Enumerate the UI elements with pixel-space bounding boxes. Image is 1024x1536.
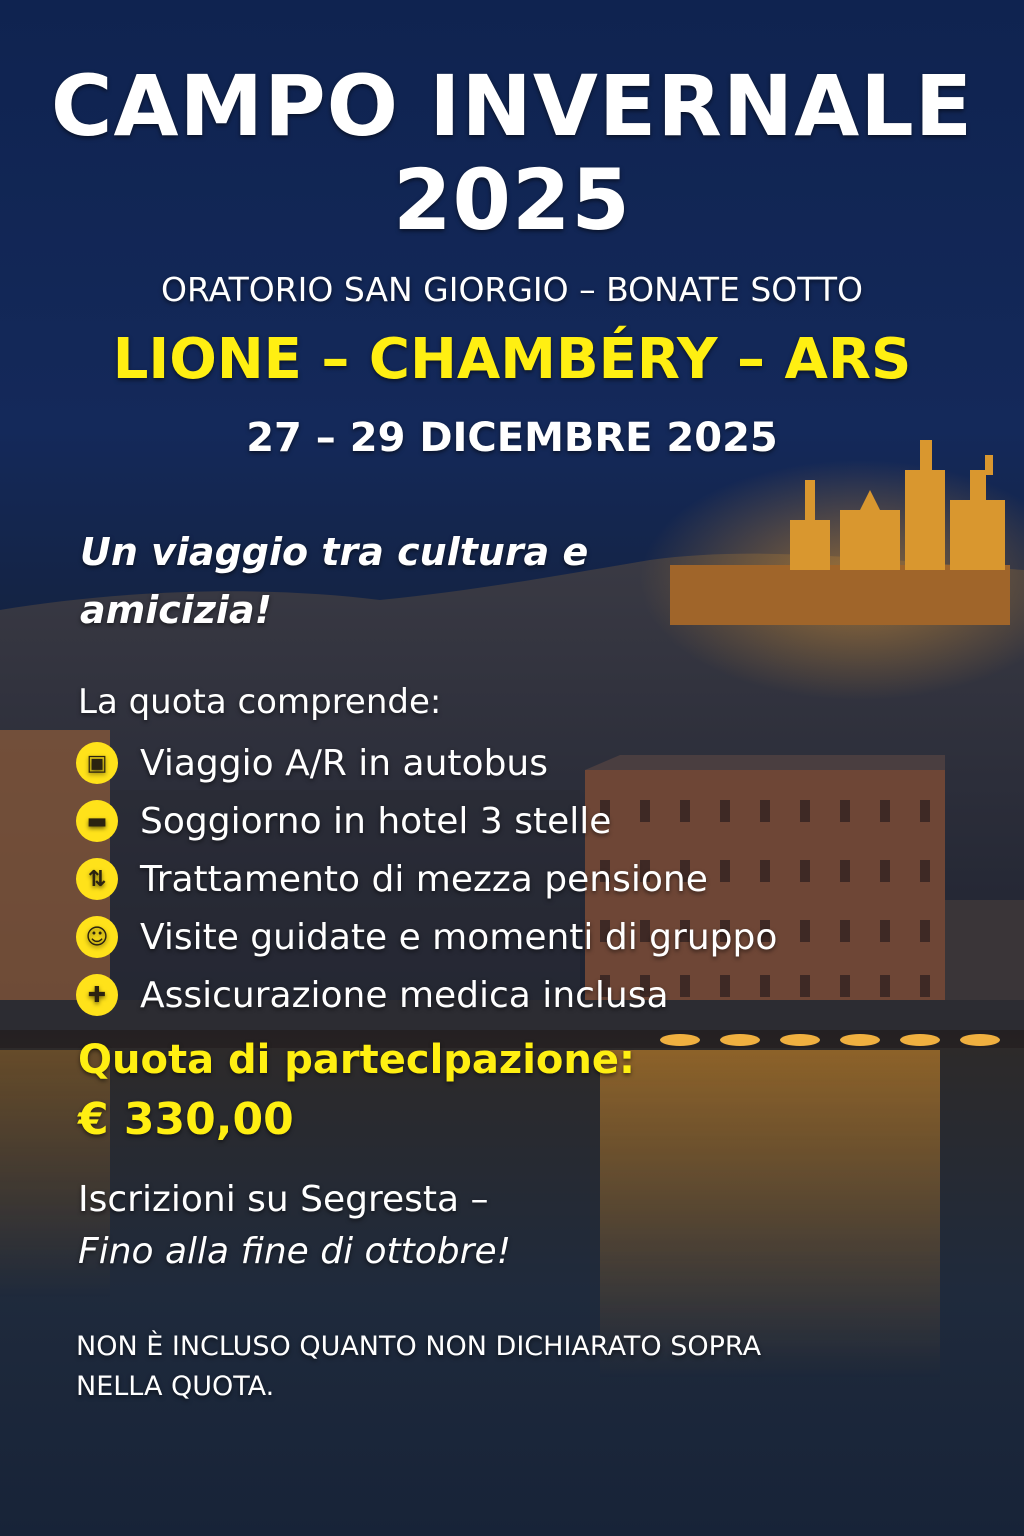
include-item-bus	[76, 734, 777, 792]
include-item-hotel	[76, 792, 777, 850]
price-value: € 330,00	[78, 1094, 294, 1145]
smiley-icon: ☺	[76, 916, 118, 958]
tagline-line2: amicizia!	[80, 588, 272, 632]
include-text: Trattamento di mezza pensione	[140, 858, 708, 900]
include-text: Viaggio A/R in autobus	[140, 742, 548, 784]
price-label: Quota di parteclpazione:	[78, 1037, 635, 1083]
bed-icon: ▬	[76, 800, 118, 842]
bus-icon: ▣	[76, 742, 118, 784]
tagline-line1: Un viaggio tra cultura e	[80, 530, 589, 574]
exclusion-note-line1: NON È INCLUSO QUANTO NON DICHIARATO SOPRA	[76, 1331, 762, 1362]
organizer: ORATORIO SAN GIORGIO – BONATE SOTTO	[161, 270, 863, 309]
route: LIONE – CHAMBÉRY – ARS	[112, 327, 912, 392]
registration-line1: Iscrizioni su Segresta –	[78, 1179, 489, 1220]
registration-line2: Fino alla fine di ottobre!	[78, 1231, 512, 1272]
include-item-meals	[76, 850, 777, 908]
cutlery-icon: ⇅	[76, 858, 118, 900]
bridge-lights	[660, 1034, 1000, 1046]
medical-cross-icon: ✚	[76, 974, 118, 1016]
includes-list	[76, 734, 777, 1024]
include-item-tours	[76, 908, 777, 966]
dates: 27 – 29 DICEMBRE 2025	[246, 415, 778, 461]
includes-heading: La quota comprende:	[78, 682, 442, 722]
include-text: Visite guidate e momenti di gruppo	[140, 916, 778, 958]
exclusion-note-line2: NELLA QUOTA.	[76, 1371, 275, 1402]
include-item-insurance	[76, 966, 777, 1024]
include-text: Assicurazione medica inclusa	[140, 974, 669, 1016]
include-text: Soggiorno in hotel 3 stelle	[140, 800, 612, 842]
title-line2: 2025	[393, 151, 631, 249]
title-line1: CAMPO INVERNALE	[50, 57, 974, 155]
